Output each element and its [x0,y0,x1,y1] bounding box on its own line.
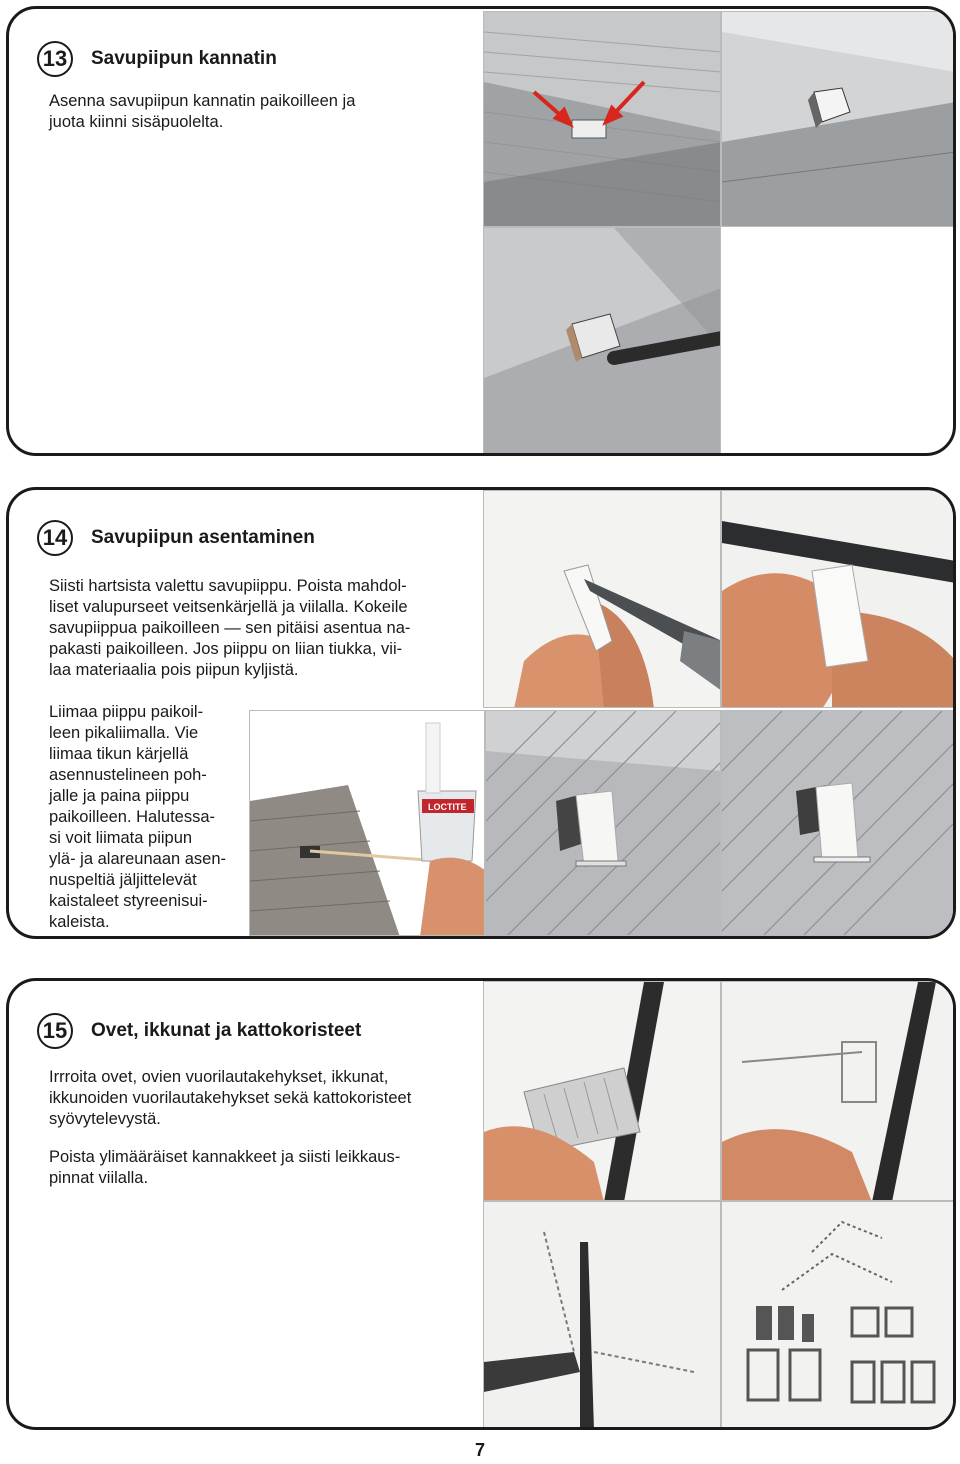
step-13-number: 13 [37,41,73,77]
step-15-text-1: Irrroita ovet, ovien vuorilautakehykset, ikkunat, ikkunoiden vuorilautakehykset sekä kattokoristeet syövytelevystä. [49,1068,412,1128]
photo-chimney-installed-b [721,710,955,936]
step-15-panel [6,978,956,1430]
step-14-text-2: Liimaa piippu paikoil- leen pikaliimalla. Vie liimaa tikun kärjellä asennustelineen poh- jalle ja paina piippu paikoilleen. Halutessa- si voit liimata piipun ylä- ja alareunaan asen- nuspeltiä jäljittelevät kaistaleet styreenisui- kaleista. [49,703,227,931]
step-14-text-1: Siisti hartsista valettu savupiippu. Poista mahdol- liset valupurseet veitsenkärjellä ja viilalla. Kokeile savupiippua paikoilleen — sen pitäisi asentua na- pakasti paikoilleen. Jos piippu on liian tiukka, vii- laa materiaalia pois piipun kyljistä. [49,577,411,679]
photo-etched-window-tweezers [721,981,955,1201]
step-15-text-2: Poista ylimääräiset kannakkeet ja siisti leikkaus- pinnat viilalla. [49,1148,401,1187]
photo-soldering-bracket [483,227,721,456]
step-14-title: Savupiipun asentaminen [91,527,315,548]
step-13-header [37,41,277,77]
step-13-panel [6,6,956,456]
glue-bottle-label: LOCTITE [428,802,467,812]
step-14-number: 14 [37,520,73,556]
step-15-number: 15 [37,1013,73,1049]
photo-knife-trimming-chimney [483,490,721,708]
step-13-title: Savupiipun kannatin [91,48,277,69]
photo-chimney-installed-a [485,710,721,936]
photo-finished-parts [721,1201,955,1429]
step-15-title: Ovet, ikkunat ja kattokoristeet [91,1020,362,1041]
photo-glue-application [249,710,485,936]
photo-cutting-parts [483,1201,721,1429]
photo-roof-holes-arrows [483,11,721,227]
photo-roof-chimney-bracket [721,11,955,227]
step-14-header [37,520,315,556]
page-number: 7 [474,1440,485,1460]
photo-etched-door-tweezers [483,981,721,1201]
photo-file-chimney [721,490,955,708]
step-14-panel [6,487,956,939]
step-15-header [37,1013,361,1049]
step-13-text: Asenna savupiipun kannatin paikoilleen ja juota kiinni sisäpuolelta. [49,92,356,131]
